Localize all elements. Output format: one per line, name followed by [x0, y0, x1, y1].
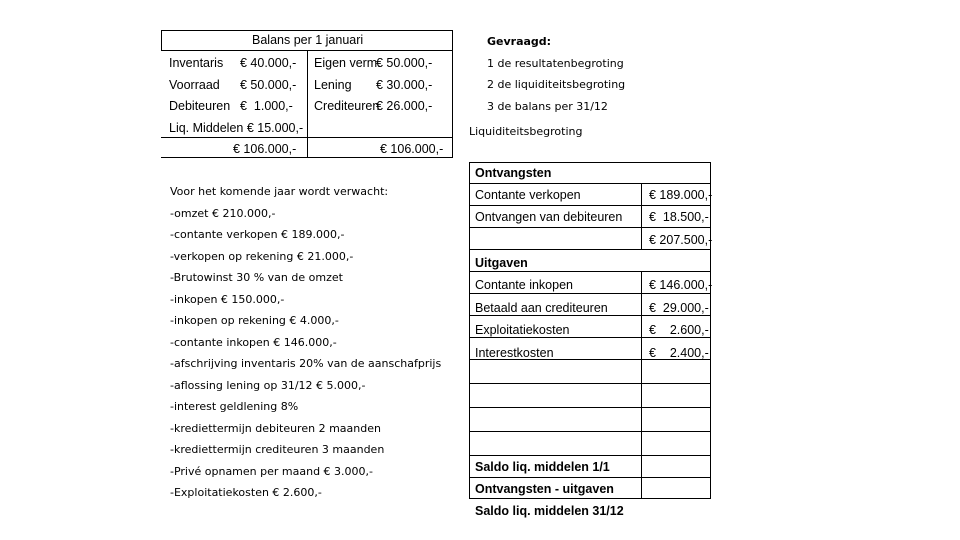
balance-total-divider — [161, 137, 453, 138]
balance-title: Balans per 1 januari — [252, 33, 364, 47]
expected-item: -Privé opnamen per maand € 3.000,- — [170, 465, 374, 478]
table-value: € 18.500,- — [649, 210, 709, 224]
balance-label: Lening — [314, 78, 352, 92]
liquiditeitsbegroting-title: Liquiditeitsbegroting — [469, 125, 583, 138]
balance-top-border — [161, 30, 453, 31]
balance-label: Inventaris — [169, 56, 224, 70]
balance-total-left: € 106.000,- — [233, 142, 297, 156]
balance-sheet — [161, 30, 453, 158]
balance-label: Voorraad — [169, 78, 220, 92]
table-value: € 2.600,- — [649, 323, 709, 337]
table-label: Ontvangen van debiteuren — [475, 210, 623, 224]
expected-item: -contante inkopen € 146.000,- — [170, 336, 337, 349]
expected-item: -inkopen op rekening € 4.000,- — [170, 314, 339, 327]
table-value: € 189.000,- — [649, 188, 713, 202]
table-value: € 29.000,- — [649, 301, 709, 315]
gevraagd-item: 2 de liquiditeitsbegroting — [487, 78, 626, 91]
balance-label: Crediteuren — [314, 99, 380, 113]
expected-item: -krediettermijn crediteuren 3 maanden — [170, 443, 385, 456]
expected-item: -afschrijving inventaris 20% van de aanschafprijs — [170, 357, 442, 370]
table-value: € 146.000,- — [649, 278, 713, 292]
balance-center-divider — [307, 50, 308, 158]
balance-value: € 26.000,- — [376, 99, 433, 113]
expected-item: -Exploitatiekosten € 2.600,- — [170, 486, 322, 499]
balance-value: € 50.000,- — [376, 56, 433, 70]
saldo-begin-label: Saldo liq. middelen 1/1 — [475, 460, 610, 474]
table-label: Contante inkopen — [475, 278, 573, 292]
expected-item: -aflossing lening op 31/12 € 5.000,- — [170, 379, 366, 392]
gevraagd-item: 3 de balans per 31/12 — [487, 100, 608, 113]
table-label: Interestkosten — [475, 346, 554, 360]
table-label: Exploitatiekosten — [475, 323, 570, 337]
balance-label: Debiteuren — [169, 99, 231, 113]
balance-value: € 40.000,- — [240, 56, 297, 70]
ontvangsten-total: € 207.500,- — [649, 233, 713, 247]
expected-item: -Brutowinst 30 % van de omzet — [170, 271, 343, 284]
balance-label: Eigen verm. — [314, 56, 381, 70]
ontvangsten-min-uitgaven-label: Ontvangsten - uitgaven — [475, 482, 614, 496]
expected-item: -verkopen op rekening € 21.000,- — [170, 250, 354, 263]
table-right-border — [710, 162, 711, 499]
liq-middelen-label: Liq. Middelen € 15.000,- — [169, 121, 304, 135]
expected-item: -omzet € 210.000,- — [170, 207, 276, 220]
gevraagd-item: 1 de resultatenbegroting — [487, 57, 624, 70]
table-cell — [469, 407, 641, 431]
expected-item: -interest geldlening 8% — [170, 400, 299, 413]
table-cell — [641, 383, 711, 407]
table-cell — [641, 455, 711, 477]
expected-intro: Voor het komende jaar wordt verwacht: — [170, 185, 389, 198]
uitgaven-header: Uitgaven — [475, 256, 528, 270]
saldo-eind-label: Saldo liq. middelen 31/12 — [475, 504, 624, 518]
balance-bottom-border — [161, 157, 453, 158]
table-cell — [469, 383, 641, 407]
balance-total-right: € 106.000,- — [380, 142, 444, 156]
table-cell — [469, 359, 641, 383]
ontvangsten-header: Ontvangsten — [475, 166, 552, 180]
table-label: Betaald aan crediteuren — [475, 301, 608, 315]
balance-value: € 30.000,- — [376, 78, 433, 92]
table-cell — [641, 477, 711, 499]
expected-item: -inkopen € 150.000,- — [170, 293, 285, 306]
balance-value: € 1.000,- — [240, 99, 293, 113]
table-value: € 2.400,- — [649, 346, 709, 360]
table-cell — [469, 431, 641, 455]
table-label: Contante verkopen — [475, 188, 581, 202]
table-cell — [469, 227, 641, 249]
table-cell — [641, 407, 711, 431]
table-cell — [641, 431, 711, 455]
gevraagd-title: Gevraagd: — [487, 35, 552, 48]
table-cell — [641, 359, 711, 383]
expected-item: -contante verkopen € 189.000,- — [170, 228, 345, 241]
expected-item: -krediettermijn debiteuren 2 maanden — [170, 422, 381, 435]
balance-value: € 50.000,- — [240, 78, 297, 92]
balance-left-border — [161, 30, 162, 50]
